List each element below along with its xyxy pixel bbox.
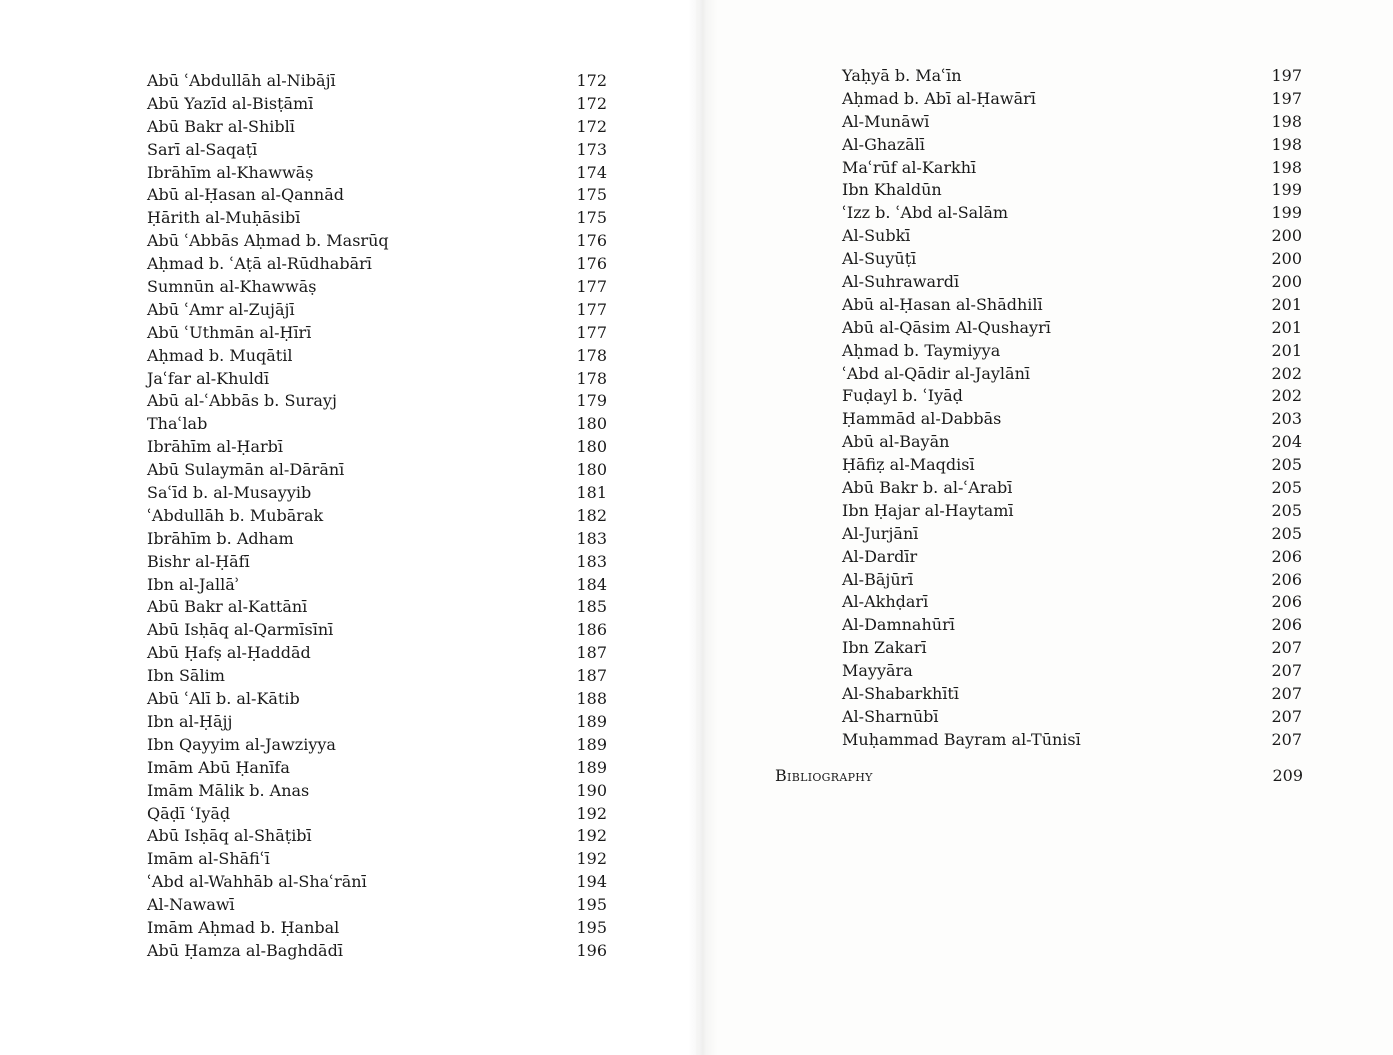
entry-name: Ibn Khaldūn [842,180,942,200]
contents-entry [147,116,607,139]
entry-name: ʿIzz b. ʿAbd al-Salām [842,203,1009,223]
entry-page-number: 183 [576,551,607,571]
entry-page-number: 182 [576,505,607,525]
entry-name: Imām Abū Ḥanīfa [147,757,290,777]
entry-page-number: 180 [576,437,607,457]
entry-name: Al-Damnahūrī [842,615,955,635]
entry-name: Abū ʿAbbās Aḥmad b. Masrūq [147,231,389,251]
entry-page-number: 201 [1271,317,1302,337]
contents-entry [842,477,1302,500]
entry-name: Sarī al-Saqaṭī [147,139,258,159]
contents-entry [147,70,607,93]
entry-name: Abū ʿAmr al-Zujājī [147,299,295,319]
contents-entry [842,546,1302,569]
bibliography-entry [775,765,1303,787]
contents-entry [842,729,1302,752]
contents-entry [842,179,1302,202]
entry-name: Abū Sulaymān al-Dārānī [147,460,345,480]
entry-page-number: 192 [576,803,607,823]
contents-entry [842,454,1302,477]
entry-name: Abū ʿAlī b. al-Kātib [147,689,300,709]
entry-name: ʿAbdullāh b. Mubārak [147,505,324,525]
contents-entry [147,505,607,528]
entry-name: Aḥmad b. ʿAṭā al-Rūdhabārī [147,254,372,274]
contents-entry [147,848,607,871]
entry-page-number: 179 [576,391,607,411]
entry-name: Muḥammad Bayram al-Tūnisī [842,729,1081,749]
entry-name: Abū ʿAbdullāh al-Nibājī [147,71,336,90]
entry-name: Ibrāhīm b. Adham [147,528,294,548]
entry-name: Yaḥyā b. Maʿīn [842,66,962,85]
entry-page-number: 187 [576,666,607,686]
bibliography-page-number: 209 [1272,766,1303,785]
entry-page-number: 194 [576,872,607,892]
contents-entry [147,162,607,185]
contents-entry [147,803,607,826]
entry-name: Jaʿfar al-Khuldī [147,368,270,388]
entry-page-number: 180 [576,414,607,434]
entry-page-number: 207 [1271,638,1302,658]
contents-entry [147,596,607,619]
entry-page-number: 199 [1271,180,1302,200]
contents-entry [147,940,607,963]
contents-entry [842,202,1302,225]
contents-entry [147,734,607,757]
contents-entry [147,780,607,803]
entry-name: Imām Aḥmad b. Ḥanbal [147,917,340,937]
contents-entry [842,340,1302,363]
entry-page-number: 198 [1271,157,1302,177]
entry-name: Ibn Ḥajar al-Haytamī [842,500,1014,520]
entry-name: ʿAbd al-Qādir al-Jaylānī [842,363,1030,383]
entry-name: Abū ʿUthmān al-Ḥīrī [147,322,312,342]
entry-name: Abū al-ʿAbbās b. Surayj [147,391,337,411]
contents-entry [842,88,1302,111]
entry-page-number: 177 [576,322,607,342]
contents-entry [147,665,607,688]
entry-name: Mayyāra [842,661,913,681]
entry-page-number: 178 [576,368,607,388]
contents-entry [842,591,1302,614]
contents-entry [147,230,607,253]
contents-entry [147,482,607,505]
entry-name: Al-Dardīr [842,546,918,566]
entry-name: Ibrāhīm al-Ḥarbī [147,437,283,457]
entry-name: Ibn Sālim [147,666,225,686]
entry-name: Aḥmad b. Muqātil [147,345,293,365]
contents-entry [147,871,607,894]
contents-entry [842,431,1302,454]
entry-page-number: 197 [1271,66,1302,85]
entry-page-number: 185 [576,597,607,617]
contents-entry [147,825,607,848]
entry-page-number: 199 [1271,203,1302,223]
contents-entry [147,551,607,574]
entry-page-number: 205 [1271,523,1302,543]
contents-entry [842,134,1302,157]
entry-name: Al-Munāwī [842,111,930,131]
entry-page-number: 206 [1271,615,1302,635]
entry-page-number: 190 [576,780,607,800]
entry-page-number: 206 [1271,546,1302,566]
contents-entry [842,637,1302,660]
entry-page-number: 192 [576,826,607,846]
entry-page-number: 178 [576,345,607,365]
entry-name: Abū Bakr al-Kattānī [147,597,308,617]
entry-page-number: 205 [1271,455,1302,475]
entry-name: Aḥmad b. Abī al-Ḥawārī [842,88,1036,108]
entry-page-number: 200 [1271,226,1302,246]
contents-entry [842,660,1302,683]
entry-name: ʿAbd al-Wahhāb al-Shaʿrānī [147,872,367,892]
entry-page-number: 176 [576,231,607,251]
contents-entry [147,93,607,116]
entry-page-number: 200 [1271,249,1302,269]
contents-entry [147,528,607,551]
entry-page-number: 174 [576,162,607,182]
entry-page-number: 202 [1271,363,1302,383]
contents-entry [147,184,607,207]
entry-name: Al-Nawawī [147,895,235,915]
contents-entry [842,614,1302,637]
contents-entry [147,345,607,368]
entry-page-number: 201 [1271,294,1302,314]
entry-name: Abū Isḥāq al-Qarmīsīnī [147,620,334,640]
entry-page-number: 195 [576,917,607,937]
contents-entry [147,619,607,642]
entry-name: Imām al-Shāfiʿī [147,849,270,869]
entry-name: Al-Shabarkhītī [842,684,959,704]
contents-entry [147,917,607,940]
contents-entry [842,408,1302,431]
entry-page-number: 176 [576,254,607,274]
entry-name: Abū Yazīd al-Bisṭāmī [147,93,314,113]
contents-entry [842,157,1302,180]
contents-entry [842,500,1302,523]
entry-name: Thaʿlab [147,414,208,434]
entry-page-number: 197 [1271,88,1302,108]
entry-name: Al-Ghazālī [842,134,925,154]
entry-page-number: 198 [1271,134,1302,154]
contents-entry [147,276,607,299]
contents-entry [147,574,607,597]
entry-page-number: 207 [1271,706,1302,726]
entry-name: Al-Sharnūbī [842,706,939,726]
entry-name: Abū al-Qāsim Al-Qushayrī [842,317,1051,337]
entry-page-number: 186 [576,620,607,640]
contents-entry [147,688,607,711]
contents-entry [147,368,607,391]
contents-entry [147,139,607,162]
entry-name: Al-Bājūrī [842,569,914,589]
right-page [696,0,1393,1055]
entry-name: Qāḍī ʿIyāḍ [147,803,231,823]
entry-page-number: 192 [576,849,607,869]
entry-page-number: 205 [1271,478,1302,498]
entry-name: Bishr al-Ḥāfī [147,551,250,571]
contents-entry [842,65,1302,88]
entry-name: Ibrāhīm al-Khawwāṣ [147,162,314,182]
contents-entry [842,317,1302,340]
entry-name: Al-Subkī [842,226,911,246]
contents-entry [147,757,607,780]
contents-entry [147,253,607,276]
entry-page-number: 184 [576,574,607,594]
entry-name: Sumnūn al-Khawwāṣ [147,277,317,297]
entry-page-number: 175 [576,185,607,205]
contents-entry [842,706,1302,729]
entry-page-number: 205 [1271,500,1302,520]
entry-page-number: 200 [1271,272,1302,292]
entry-page-number: 207 [1271,684,1302,704]
entry-page-number: 202 [1271,386,1302,406]
entry-page-number: 189 [576,734,607,754]
contents-entry [147,459,607,482]
contents-entry [842,683,1302,706]
contents-entry [842,385,1302,408]
contents-list-left [147,70,607,963]
entry-page-number: 198 [1271,111,1302,131]
entry-page-number: 172 [576,116,607,136]
entry-name: Al-Jurjānī [842,523,919,543]
contents-entry [842,523,1302,546]
contents-entry [842,363,1302,386]
entry-page-number: 207 [1271,661,1302,681]
entry-name: Al-Akhḍarī [842,592,929,612]
entry-name: Abū al-Bayān [842,432,950,452]
left-page [0,0,696,1055]
entry-page-number: 204 [1271,432,1302,452]
contents-entry [147,894,607,917]
entry-name: Ibn Qayyim al-Jawziyya [147,734,336,754]
entry-page-number: 201 [1271,340,1302,360]
bibliography-label: Bibliography [775,766,873,785]
contents-entry [147,436,607,459]
contents-entry [147,711,607,734]
entry-name: Abū Bakr b. al-ʿArabī [842,478,1013,498]
entry-name: Ibn al-Ḥājj [147,711,233,731]
entry-page-number: 187 [576,643,607,663]
contents-entry [147,390,607,413]
entry-name: Abū Bakr al-Shiblī [147,116,295,136]
contents-entry [842,111,1302,134]
entry-page-number: 177 [576,277,607,297]
contents-entry [147,413,607,436]
entry-name: Imām Mālik b. Anas [147,780,310,800]
entry-page-number: 207 [1271,729,1302,749]
entry-page-number: 172 [576,93,607,113]
entry-page-number: 203 [1271,409,1302,429]
contents-list-right [842,65,1302,752]
entry-name: Ḥāfiẓ al-Maqdisī [842,455,975,475]
contents-entry [147,207,607,230]
entry-name: Abū Ḥamza al-Baghdādī [147,940,343,960]
entry-page-number: 172 [576,71,607,90]
book-gutter [688,0,718,1055]
entry-page-number: 196 [576,940,607,960]
entry-page-number: 189 [576,757,607,777]
entry-name: Maʿrūf al-Karkhī [842,157,977,177]
entry-name: Ḥammād al-Dabbās [842,409,1002,429]
entry-name: Ḥārith al-Muḥāsibī [147,208,301,228]
entry-page-number: 177 [576,299,607,319]
entry-page-number: 206 [1271,569,1302,589]
entry-page-number: 181 [576,483,607,503]
entry-name: Abū al-Ḥasan al-Qannād [147,185,344,205]
contents-entry [842,225,1302,248]
contents-entry [147,299,607,322]
entry-name: Al-Suyūṭī [842,249,917,269]
entry-name: Abū Isḥāq al-Shāṭibī [147,826,312,846]
entry-name: Ibn Zakarī [842,638,927,658]
entry-name: Ibn al-Jallāʾ [147,574,240,594]
contents-entry [147,642,607,665]
entry-name: Abū Ḥafṣ al-Ḥaddād [147,643,311,663]
contents-entry [842,294,1302,317]
contents-entry [147,322,607,345]
entry-page-number: 183 [576,528,607,548]
entry-name: Fuḍayl b. ʿIyāḍ [842,386,963,406]
entry-page-number: 206 [1271,592,1302,612]
contents-entry [842,569,1302,592]
entry-page-number: 175 [576,208,607,228]
entry-name: Saʿīd b. al-Musayyib [147,483,312,503]
entry-name: Abū al-Ḥasan al-Shādhilī [842,294,1043,314]
entry-name: Al-Suhrawardī [842,272,960,292]
contents-entry [842,271,1302,294]
entry-page-number: 180 [576,460,607,480]
entry-page-number: 195 [576,895,607,915]
entry-page-number: 189 [576,711,607,731]
entry-name: Aḥmad b. Taymiyya [842,340,1001,360]
contents-entry [842,248,1302,271]
entry-page-number: 173 [576,139,607,159]
entry-page-number: 188 [576,689,607,709]
